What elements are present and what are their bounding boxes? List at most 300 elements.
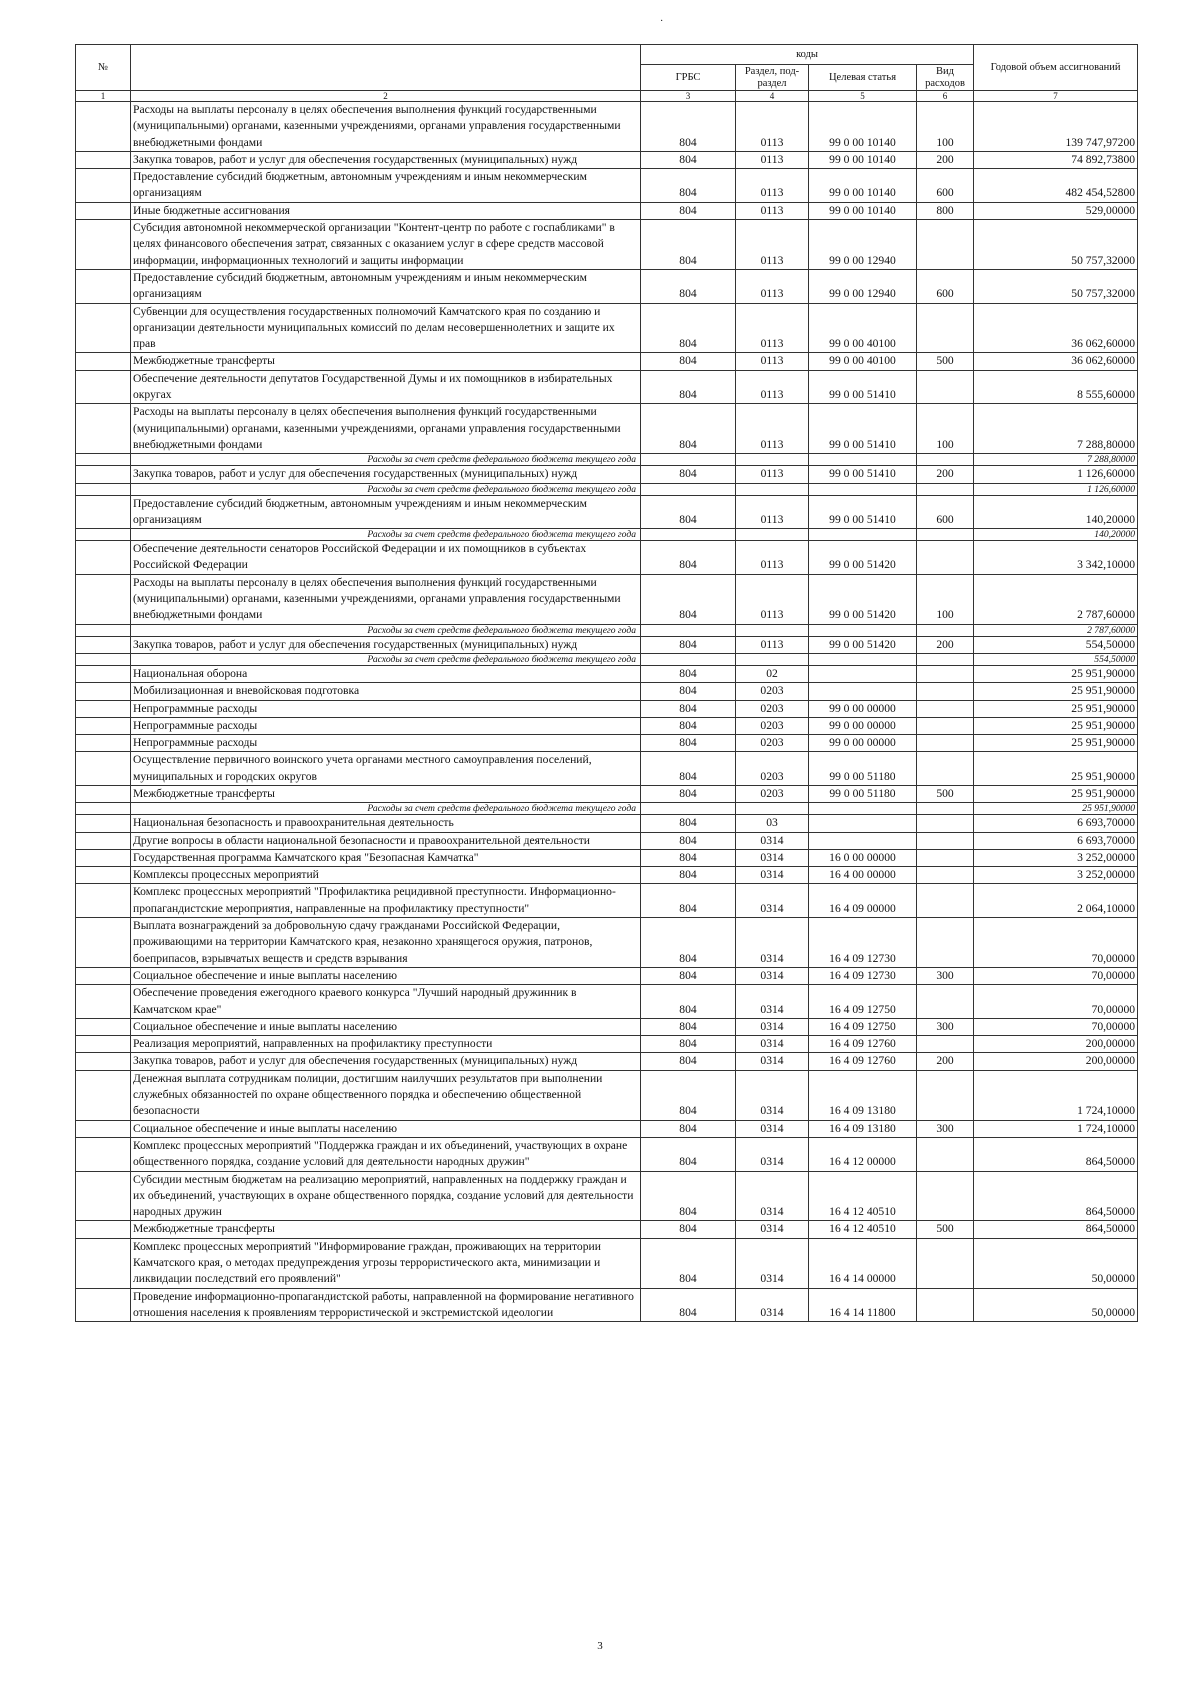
- expense-type-code: 100: [917, 404, 974, 454]
- annual-amount: 3 342,10000: [974, 541, 1138, 575]
- target-article-code: 99 0 00 51410: [809, 404, 917, 454]
- annual-amount: 864,50000: [974, 1171, 1138, 1221]
- section-code: 0113: [736, 353, 809, 370]
- annual-amount: 25 951,90000: [974, 665, 1138, 682]
- grbs-code: 804: [641, 884, 736, 918]
- expense-type-code: 600: [917, 169, 974, 203]
- section-code: 0113: [736, 202, 809, 219]
- table-row: [76, 815, 1138, 832]
- section-code: 03: [736, 815, 809, 832]
- row-number-cell: [76, 832, 131, 849]
- expense-name: Закупка товаров, работ и услуг для обеспечения государственных (муниципальных) нужд: [131, 636, 641, 653]
- table-row: [76, 169, 1138, 203]
- grbs-code: [641, 624, 736, 636]
- expense-name: Расходы на выплаты персоналу в целях обеспечения выполнения функций государственными (муниципальными) органами, казенными учреждениями, органами управления государственными внебюджетными фондами: [131, 574, 641, 624]
- grbs-code: 804: [641, 1221, 736, 1238]
- federal-note-row: [76, 454, 1138, 466]
- expense-name: Непрограммные расходы: [131, 700, 641, 717]
- annual-amount: 1 724,10000: [974, 1070, 1138, 1120]
- expense-type-code: [917, 1171, 974, 1221]
- section-code: 0203: [736, 700, 809, 717]
- row-number-cell: [76, 665, 131, 682]
- col-num-4: 4: [736, 91, 809, 102]
- expense-type-code: 200: [917, 466, 974, 483]
- section-code: 0314: [736, 1221, 809, 1238]
- annual-amount: 200,00000: [974, 1053, 1138, 1070]
- table-row: [76, 849, 1138, 866]
- table-row: [76, 1120, 1138, 1137]
- target-article-code: [809, 529, 917, 541]
- row-number-cell: [76, 967, 131, 984]
- expense-type-code: [917, 803, 974, 815]
- grbs-code: [641, 454, 736, 466]
- expense-type-code: [917, 624, 974, 636]
- section-code: 0314: [736, 1036, 809, 1053]
- row-number-cell: [76, 683, 131, 700]
- expense-name: Комплексы процессных мероприятий: [131, 867, 641, 884]
- expense-type-code: [917, 867, 974, 884]
- row-number-cell: [76, 867, 131, 884]
- expense-type-code: [917, 653, 974, 665]
- expense-type-code: [917, 1238, 974, 1288]
- expense-type-code: [917, 220, 974, 270]
- target-article-code: 99 0 00 51410: [809, 495, 917, 529]
- annual-amount: 200,00000: [974, 1036, 1138, 1053]
- table-row: [76, 1137, 1138, 1171]
- target-article-code: 99 0 00 00000: [809, 735, 917, 752]
- target-article-code: 16 0 00 00000: [809, 849, 917, 866]
- row-number-cell: [76, 717, 131, 734]
- expense-type-code: 300: [917, 1120, 974, 1137]
- grbs-code: 804: [641, 700, 736, 717]
- expense-type-code: [917, 849, 974, 866]
- expense-name: Непрограммные расходы: [131, 735, 641, 752]
- table-row: [76, 918, 1138, 968]
- table-row: [76, 700, 1138, 717]
- table-row: [76, 665, 1138, 682]
- expense-name: Субсидии местным бюджетам на реализацию мероприятий, направленных на поддержку граждан и их объединений, участвующих в охране общественного порядка, создание условий для деятельности народных дружин: [131, 1171, 641, 1221]
- section-code: 02: [736, 665, 809, 682]
- annual-amount: 3 252,00000: [974, 867, 1138, 884]
- expense-type-code: 500: [917, 353, 974, 370]
- expense-type-code: [917, 717, 974, 734]
- table-row: [76, 884, 1138, 918]
- expense-type-code: [917, 1070, 974, 1120]
- table-row: [76, 867, 1138, 884]
- expense-name: Другие вопросы в области национальной безопасности и правоохранительной деятельности: [131, 832, 641, 849]
- row-number-cell: [76, 1053, 131, 1070]
- table-row: [76, 967, 1138, 984]
- annual-amount: 140,20000: [974, 529, 1138, 541]
- expense-name: Субвенции для осуществления государственных полномочий Камчатского края по созданию и организации деятельности муниципальных комиссий по делам несовершеннолетних и защите их прав: [131, 303, 641, 353]
- target-article-code: 16 4 09 12760: [809, 1036, 917, 1053]
- expense-type-code: [917, 683, 974, 700]
- grbs-code: 804: [641, 303, 736, 353]
- expense-name: Социальное обеспечение и иные выплаты населению: [131, 1018, 641, 1035]
- annual-amount: 1 126,60000: [974, 483, 1138, 495]
- expense-type-code: 200: [917, 636, 974, 653]
- grbs-code: 804: [641, 1120, 736, 1137]
- expense-name: Непрограммные расходы: [131, 717, 641, 734]
- table-row: [76, 202, 1138, 219]
- section-code: 0203: [736, 752, 809, 786]
- target-article-code: 99 0 00 51410: [809, 466, 917, 483]
- grbs-code: 804: [641, 1288, 736, 1322]
- section-code: 0314: [736, 985, 809, 1019]
- annual-amount: 864,50000: [974, 1221, 1138, 1238]
- row-number-cell: [76, 1137, 131, 1171]
- expense-name: Расходы за счет средств федерального бюджета текущего года: [131, 653, 641, 665]
- grbs-code: 804: [641, 169, 736, 203]
- section-code: 0314: [736, 1053, 809, 1070]
- row-number-cell: [76, 700, 131, 717]
- grbs-code: 804: [641, 735, 736, 752]
- row-number-cell: [76, 785, 131, 802]
- expense-name: Расходы на выплаты персоналу в целях обеспечения выполнения функций государственными (муниципальными) органами, казенными учреждениями, органами управления государственными внебюджетными фондами: [131, 404, 641, 454]
- col-num-5: 5: [809, 91, 917, 102]
- header-razdel: Раздел, под-раздел: [736, 65, 809, 91]
- expense-type-code: [917, 454, 974, 466]
- table-row: [76, 220, 1138, 270]
- federal-note-row: [76, 529, 1138, 541]
- section-code: 0314: [736, 1238, 809, 1288]
- target-article-code: 16 4 09 13180: [809, 1120, 917, 1137]
- annual-amount: 36 062,60000: [974, 353, 1138, 370]
- grbs-code: 804: [641, 1137, 736, 1171]
- annual-amount: 554,50000: [974, 636, 1138, 653]
- annual-amount: 6 693,70000: [974, 815, 1138, 832]
- grbs-code: 804: [641, 404, 736, 454]
- target-article-code: 16 4 14 11800: [809, 1288, 917, 1322]
- table-row: [76, 404, 1138, 454]
- expense-type-code: 300: [917, 1018, 974, 1035]
- col-num-3: 3: [641, 91, 736, 102]
- target-article-code: 99 0 00 10140: [809, 102, 917, 152]
- expense-name: Проведение информационно-пропагандистской работы, направленной на формирование негативного отношения населения к проявлениям террористической и экстремистской идеологии: [131, 1288, 641, 1322]
- budget-sheet: [75, 44, 1137, 1322]
- annual-amount: 25 951,90000: [974, 700, 1138, 717]
- section-code: 0113: [736, 269, 809, 303]
- table-row: [76, 636, 1138, 653]
- table-row: [76, 541, 1138, 575]
- target-article-code: [809, 815, 917, 832]
- section-code: 0113: [736, 495, 809, 529]
- expense-type-code: [917, 1036, 974, 1053]
- row-number-cell: [76, 303, 131, 353]
- grbs-code: 804: [641, 220, 736, 270]
- row-number-cell: [76, 752, 131, 786]
- section-code: 0113: [736, 220, 809, 270]
- row-number-cell: [76, 269, 131, 303]
- expense-name: Комплекс процессных мероприятий "Профилактика рецидивной преступности. Информационно-пропагандистские мероприятия, направленные на профилактику преступности": [131, 884, 641, 918]
- grbs-code: 804: [641, 574, 736, 624]
- expense-type-code: 200: [917, 151, 974, 168]
- expense-type-code: [917, 483, 974, 495]
- header-codes: коды: [641, 45, 974, 65]
- annual-amount: 8 555,60000: [974, 370, 1138, 404]
- expense-name: Предоставление субсидий бюджетным, автономным учреждениям и иным некоммерческим организациям: [131, 269, 641, 303]
- expense-type-code: 100: [917, 102, 974, 152]
- expense-type-code: 500: [917, 1221, 974, 1238]
- grbs-code: [641, 803, 736, 815]
- header-number: №: [76, 45, 131, 91]
- expense-name: Межбюджетные трансферты: [131, 353, 641, 370]
- section-code: 0314: [736, 1171, 809, 1221]
- target-article-code: 99 0 00 51420: [809, 541, 917, 575]
- expense-name: Межбюджетные трансферты: [131, 785, 641, 802]
- row-number-cell: [76, 1120, 131, 1137]
- annual-amount: 50 757,32000: [974, 220, 1138, 270]
- target-article-code: [809, 454, 917, 466]
- grbs-code: 804: [641, 867, 736, 884]
- grbs-code: 804: [641, 665, 736, 682]
- table-row: [76, 1018, 1138, 1035]
- annual-amount: 70,00000: [974, 985, 1138, 1019]
- expense-name: Предоставление субсидий бюджетным, автономным учреждениям и иным некоммерческим организациям: [131, 169, 641, 203]
- target-article-code: 99 0 00 40100: [809, 353, 917, 370]
- annual-amount: 74 892,73800: [974, 151, 1138, 168]
- annual-amount: 139 747,97200: [974, 102, 1138, 152]
- target-article-code: 99 0 00 51410: [809, 370, 917, 404]
- table-row: [76, 785, 1138, 802]
- section-code: [736, 529, 809, 541]
- row-number-cell: [76, 169, 131, 203]
- expense-type-code: 300: [917, 967, 974, 984]
- target-article-code: 16 4 09 12750: [809, 1018, 917, 1035]
- row-number-cell: [76, 884, 131, 918]
- federal-note-row: [76, 653, 1138, 665]
- row-number-cell: [76, 454, 131, 466]
- expense-name: Денежная выплата сотрудникам полиции, достигшим наилучших результатов при выполнении служебных обязанностей по охране общественного порядка и обеспечению общественной безопасности: [131, 1070, 641, 1120]
- section-code: 0113: [736, 574, 809, 624]
- row-number-cell: [76, 151, 131, 168]
- table-row: [76, 1171, 1138, 1221]
- target-article-code: 99 0 00 12940: [809, 220, 917, 270]
- expense-type-code: [917, 918, 974, 968]
- grbs-code: 804: [641, 1053, 736, 1070]
- grbs-code: [641, 653, 736, 665]
- annual-amount: 25 951,90000: [974, 735, 1138, 752]
- expense-type-code: 600: [917, 269, 974, 303]
- grbs-code: 804: [641, 785, 736, 802]
- expense-name: Мобилизационная и вневойсковая подготовка: [131, 683, 641, 700]
- table-row: [76, 370, 1138, 404]
- table-row: [76, 466, 1138, 483]
- table-row: [76, 574, 1138, 624]
- header-amount: Годовой объем ассигнований: [974, 45, 1138, 91]
- target-article-code: 99 0 00 51420: [809, 636, 917, 653]
- section-code: 0314: [736, 849, 809, 866]
- annual-amount: 2 787,60000: [974, 574, 1138, 624]
- annual-amount: 1 724,10000: [974, 1120, 1138, 1137]
- target-article-code: [809, 653, 917, 665]
- section-code: 0314: [736, 832, 809, 849]
- section-code: [736, 483, 809, 495]
- annual-amount: 140,20000: [974, 495, 1138, 529]
- federal-note-row: [76, 624, 1138, 636]
- annual-amount: 50,00000: [974, 1238, 1138, 1288]
- expense-name: Предоставление субсидий бюджетным, автономным учреждениям и иным некоммерческим организациям: [131, 495, 641, 529]
- federal-note-row: [76, 483, 1138, 495]
- row-number-cell: [76, 849, 131, 866]
- annual-amount: 25 951,90000: [974, 717, 1138, 734]
- target-article-code: 99 0 00 51180: [809, 785, 917, 802]
- table-row: [76, 1288, 1138, 1322]
- grbs-code: 804: [641, 815, 736, 832]
- target-article-code: 16 4 09 12730: [809, 967, 917, 984]
- grbs-code: 804: [641, 102, 736, 152]
- target-article-code: [809, 832, 917, 849]
- expense-type-code: [917, 541, 974, 575]
- row-number-cell: [76, 985, 131, 1019]
- grbs-code: 804: [641, 752, 736, 786]
- federal-note-row: [76, 803, 1138, 815]
- expense-name: Комплекс процессных мероприятий "Информирование граждан, проживающих на территории Камчатского края, о методах предупреждения угрозы террористического акта, минимизации и ликвидации последствий его проявлений": [131, 1238, 641, 1288]
- grbs-code: 804: [641, 967, 736, 984]
- row-number-cell: [76, 102, 131, 152]
- table-row: [76, 1070, 1138, 1120]
- row-number-cell: [76, 541, 131, 575]
- table-row: [76, 1053, 1138, 1070]
- expense-name: Социальное обеспечение и иные выплаты населению: [131, 967, 641, 984]
- section-code: 0113: [736, 541, 809, 575]
- annual-amount: 50 757,32000: [974, 269, 1138, 303]
- annual-amount: 25 951,90000: [974, 803, 1138, 815]
- section-code: [736, 803, 809, 815]
- section-code: 0113: [736, 169, 809, 203]
- row-number-cell: [76, 202, 131, 219]
- table-row: [76, 102, 1138, 152]
- grbs-code: 804: [641, 636, 736, 653]
- target-article-code: 16 4 09 00000: [809, 884, 917, 918]
- target-article-code: 16 4 09 12760: [809, 1053, 917, 1070]
- section-code: 0314: [736, 1288, 809, 1322]
- expense-type-code: [917, 370, 974, 404]
- expense-name: Межбюджетные трансферты: [131, 1221, 641, 1238]
- expense-name: Субсидия автономной некоммерческой организации "Контент-центр по работе с госпабликами" в целях финансового обеспечения затрат, связанных с оказанием услуг в сфере средств массовой информации, информационных технологий и защиты информации: [131, 220, 641, 270]
- grbs-code: 804: [641, 1238, 736, 1288]
- expense-type-code: 600: [917, 495, 974, 529]
- table-row: [76, 985, 1138, 1019]
- grbs-code: 804: [641, 151, 736, 168]
- expense-name: Государственная программа Камчатского края "Безопасная Камчатка": [131, 849, 641, 866]
- expense-type-code: [917, 832, 974, 849]
- table-row: [76, 495, 1138, 529]
- section-code: [736, 624, 809, 636]
- grbs-code: 804: [641, 1070, 736, 1120]
- expense-type-code: [917, 529, 974, 541]
- annual-amount: 529,00000: [974, 202, 1138, 219]
- section-code: 0314: [736, 884, 809, 918]
- annual-amount: 25 951,90000: [974, 752, 1138, 786]
- annual-amount: 2 787,60000: [974, 624, 1138, 636]
- expense-type-code: [917, 985, 974, 1019]
- annual-amount: 70,00000: [974, 918, 1138, 968]
- grbs-code: 804: [641, 832, 736, 849]
- grbs-code: 804: [641, 466, 736, 483]
- section-code: 0203: [736, 785, 809, 802]
- expense-name: Выплата вознаграждений за добровольную сдачу гражданами Российской Федерации, проживающими на территории Камчатского края, незаконно хранящегося оружия, патронов, боеприпасов, взрывчатых веществ и средств взрывания: [131, 918, 641, 968]
- expense-type-code: [917, 1288, 974, 1322]
- expense-name: Национальная безопасность и правоохранительная деятельность: [131, 815, 641, 832]
- target-article-code: 16 4 00 00000: [809, 867, 917, 884]
- table-row: [76, 832, 1138, 849]
- target-article-code: 16 4 09 12730: [809, 918, 917, 968]
- expense-name: Закупка товаров, работ и услуг для обеспечения государственных (муниципальных) нужд: [131, 1053, 641, 1070]
- expense-type-code: [917, 665, 974, 682]
- expense-type-code: [917, 303, 974, 353]
- annual-amount: 70,00000: [974, 967, 1138, 984]
- annual-amount: 36 062,60000: [974, 303, 1138, 353]
- expense-type-code: [917, 815, 974, 832]
- table-row: [76, 1036, 1138, 1053]
- table-row: [76, 303, 1138, 353]
- grbs-code: [641, 483, 736, 495]
- grbs-code: [641, 529, 736, 541]
- scan-speck: ·: [660, 16, 664, 27]
- header-vid: Вид расходов: [917, 65, 974, 91]
- target-article-code: 16 4 09 12750: [809, 985, 917, 1019]
- expense-name: Обеспечение деятельности депутатов Государственной Думы и их помощников в избирательных округах: [131, 370, 641, 404]
- expense-type-code: 100: [917, 574, 974, 624]
- row-number-cell: [76, 1070, 131, 1120]
- annual-amount: 3 252,00000: [974, 849, 1138, 866]
- annual-amount: 70,00000: [974, 1018, 1138, 1035]
- grbs-code: 804: [641, 683, 736, 700]
- table-row: [76, 752, 1138, 786]
- section-code: 0314: [736, 1120, 809, 1137]
- section-code: 0113: [736, 102, 809, 152]
- row-number-cell: [76, 495, 131, 529]
- target-article-code: [809, 483, 917, 495]
- target-article-code: 99 0 00 00000: [809, 717, 917, 734]
- target-article-code: 99 0 00 10140: [809, 151, 917, 168]
- grbs-code: 804: [641, 849, 736, 866]
- expense-name: Национальная оборона: [131, 665, 641, 682]
- grbs-code: 804: [641, 370, 736, 404]
- table-row: [76, 717, 1138, 734]
- grbs-code: 804: [641, 495, 736, 529]
- section-code: [736, 454, 809, 466]
- expense-type-code: 800: [917, 202, 974, 219]
- annual-amount: 864,50000: [974, 1137, 1138, 1171]
- row-number-cell: [76, 653, 131, 665]
- section-code: 0203: [736, 717, 809, 734]
- target-article-code: 99 0 00 10140: [809, 169, 917, 203]
- target-article-code: 16 4 12 40510: [809, 1171, 917, 1221]
- grbs-code: 804: [641, 717, 736, 734]
- target-article-code: 99 0 00 51420: [809, 574, 917, 624]
- row-number-cell: [76, 1238, 131, 1288]
- expense-name: Закупка товаров, работ и услуг для обеспечения государственных (муниципальных) нужд: [131, 466, 641, 483]
- row-number-cell: [76, 483, 131, 495]
- row-number-cell: [76, 370, 131, 404]
- expense-name: Иные бюджетные ассигнования: [131, 202, 641, 219]
- section-code: [736, 653, 809, 665]
- expense-type-code: [917, 884, 974, 918]
- expense-type-code: [917, 735, 974, 752]
- row-number-cell: [76, 1288, 131, 1322]
- annual-amount: 25 951,90000: [974, 785, 1138, 802]
- expense-type-code: 500: [917, 785, 974, 802]
- row-number-cell: [76, 636, 131, 653]
- annual-amount: 50,00000: [974, 1288, 1138, 1322]
- table-row: [76, 151, 1138, 168]
- grbs-code: 804: [641, 985, 736, 1019]
- annual-amount: 2 064,10000: [974, 884, 1138, 918]
- row-number-cell: [76, 735, 131, 752]
- row-number-cell: [76, 624, 131, 636]
